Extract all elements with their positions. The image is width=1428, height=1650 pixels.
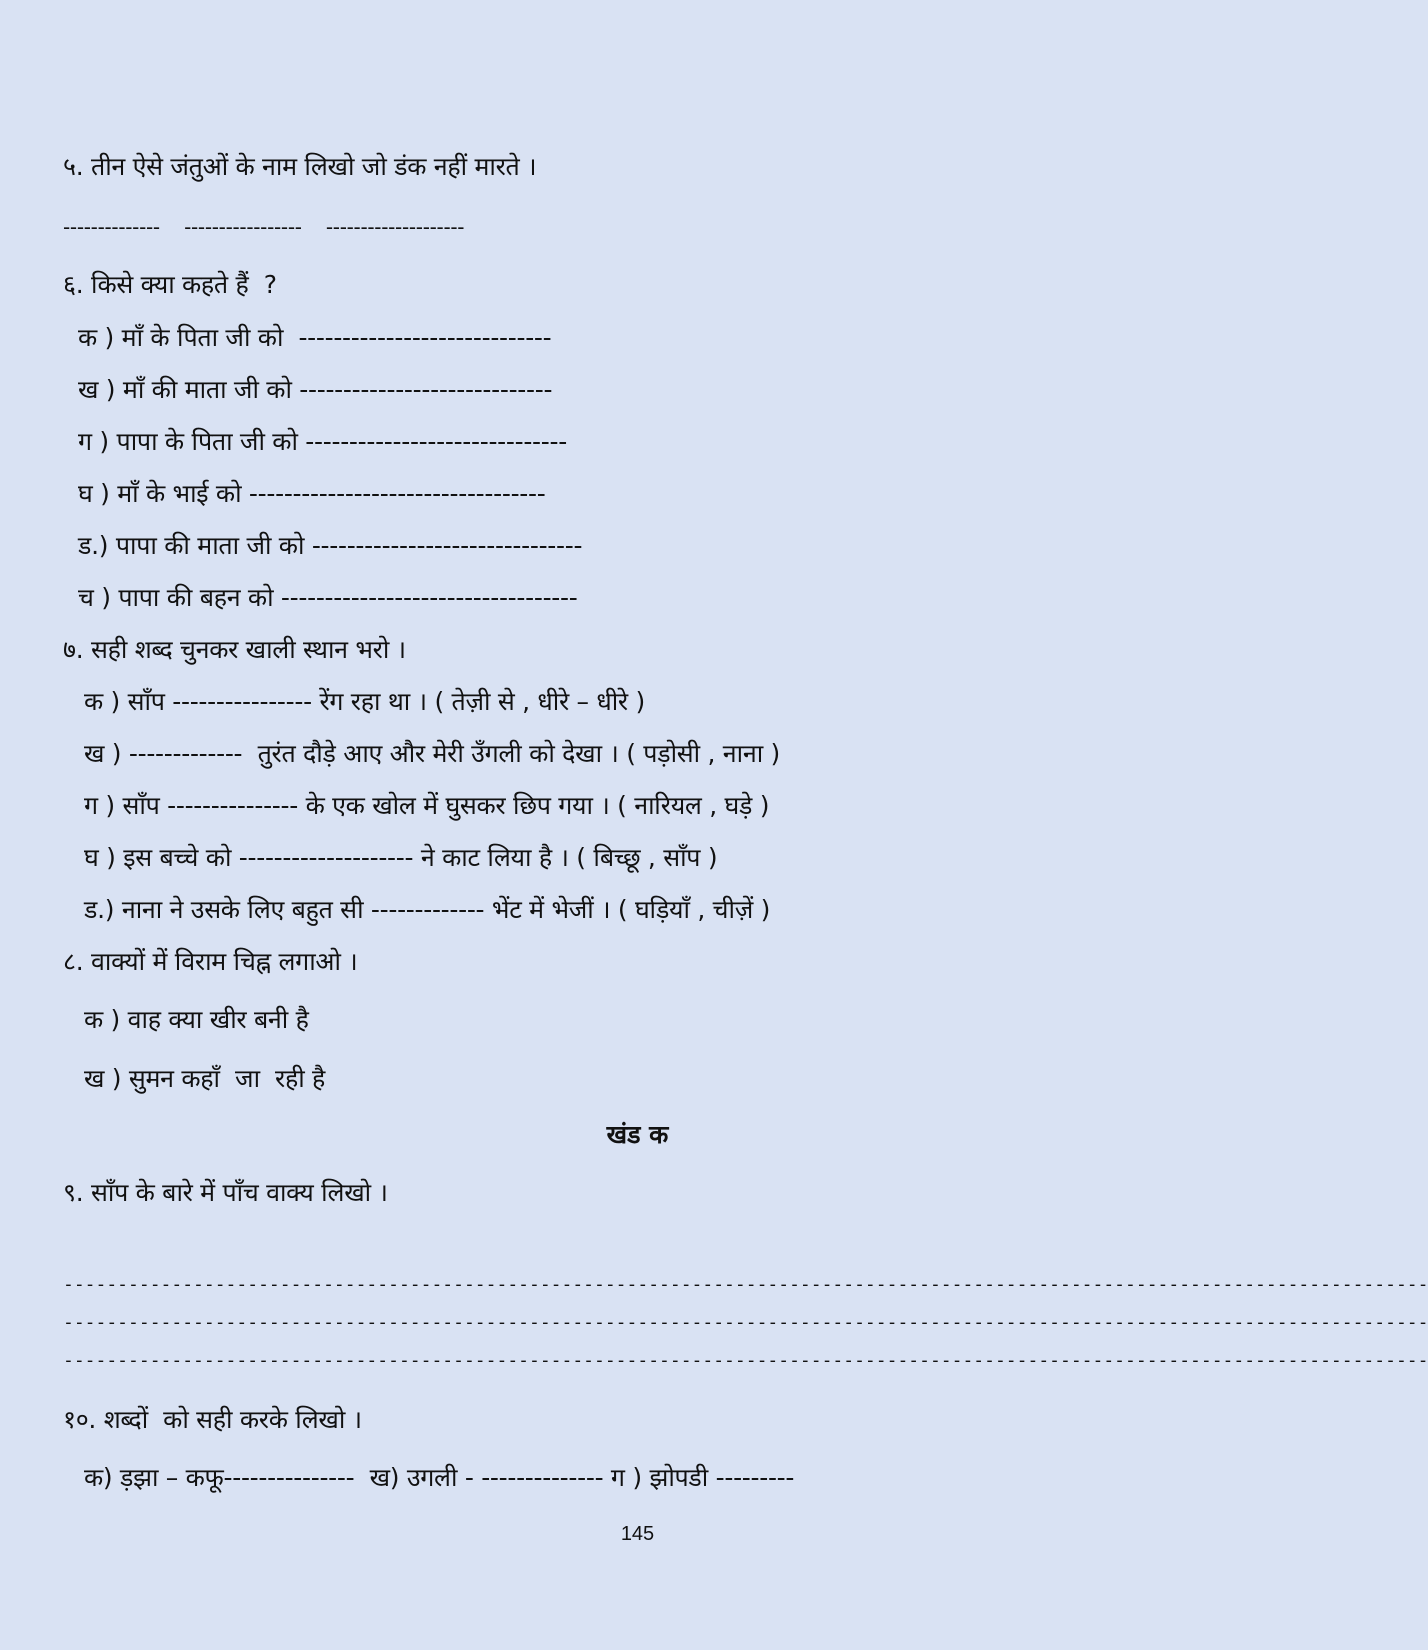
question-9: ९. साँप के बारे में पाँच वाक्य लिखो । — [63, 1178, 388, 1207]
question-8: ८. वाक्यों में विराम चिह्न लगाओ । — [63, 947, 358, 976]
question-6-item-ka: क ) माँ के पिता जी को ----------------------------- — [78, 323, 552, 352]
question-7-item-ka: क ) साँप ---------------- रेंग रहा था । ( तेज़ी से , धीरे – धीरे ) — [84, 687, 645, 716]
question-7-item-da: ड.) नाना ने उसके लिए बहुत सी ------------- भेंट में भेजीं । ( घड़ियाँ , चीज़ें ) — [84, 895, 771, 924]
question-6-item-gha: घ ) माँ के भाई को ---------------------------------- — [78, 479, 546, 508]
section-heading: खंड क — [606, 1120, 669, 1149]
question-5: ५. तीन ऐसे जंतुओं के नाम लिखो जो डंक नहीं मारते । — [63, 152, 537, 181]
question-6-item-kha: ख ) माँ की माता जी को ----------------------------- — [78, 375, 553, 404]
question-7-item-kha: ख ) ------------- तुरंत दौड़े आए और मेरी उँगली को देखा । ( पड़ोसी , नाना ) — [84, 739, 780, 768]
answer-line-9-2: ------------------------------------------------------------------------------------------------------------------------------ — [63, 1312, 1428, 1333]
question-7-item-ga: ग ) साँप --------------- के एक खोल में घुसकर छिप गया । ( नारियल , घड़े ) — [84, 791, 770, 820]
question-6-item-ga: ग ) पापा के पिता जी को ------------------------------ — [78, 427, 567, 456]
question-7-item-gha: घ ) इस बच्चे को -------------------- ने काट लिया है । ( बिच्छू , साँप ) — [84, 843, 718, 872]
question-6-item-cha: च ) पापा की बहन को ---------------------------------- — [78, 583, 578, 612]
question-7: ७. सही शब्द चुनकर खाली स्थान भरो । — [63, 635, 406, 664]
page-number: 145 — [620, 1523, 655, 1545]
question-6-item-da: ड.) पापा की माता जी को ------------------------------- — [78, 531, 583, 560]
question-10: १०. शब्दों को सही करके लिखो । — [63, 1405, 362, 1434]
question-8-item-ka: क ) वाह क्या खीर बनी है — [84, 1005, 309, 1034]
question-10-items: क) ड़झा – कफू--------------- ख) उगली - -------------- ग ) झोपडी --------- — [84, 1463, 795, 1492]
question-8-item-kha: ख ) सुमन कहाँ जा रही है — [84, 1064, 326, 1093]
answer-blanks-5: -------------- ----------------- -------------------- — [63, 215, 465, 239]
question-6: ६. किसे क्या कहते हैं ? — [63, 270, 277, 299]
answer-line-9-1: ------------------------------------------------------------------------------------------------------------------------------ — [63, 1274, 1428, 1295]
answer-line-9-3: ------------------------------------------------------------------------------------------------------------------------------ — [63, 1350, 1428, 1371]
